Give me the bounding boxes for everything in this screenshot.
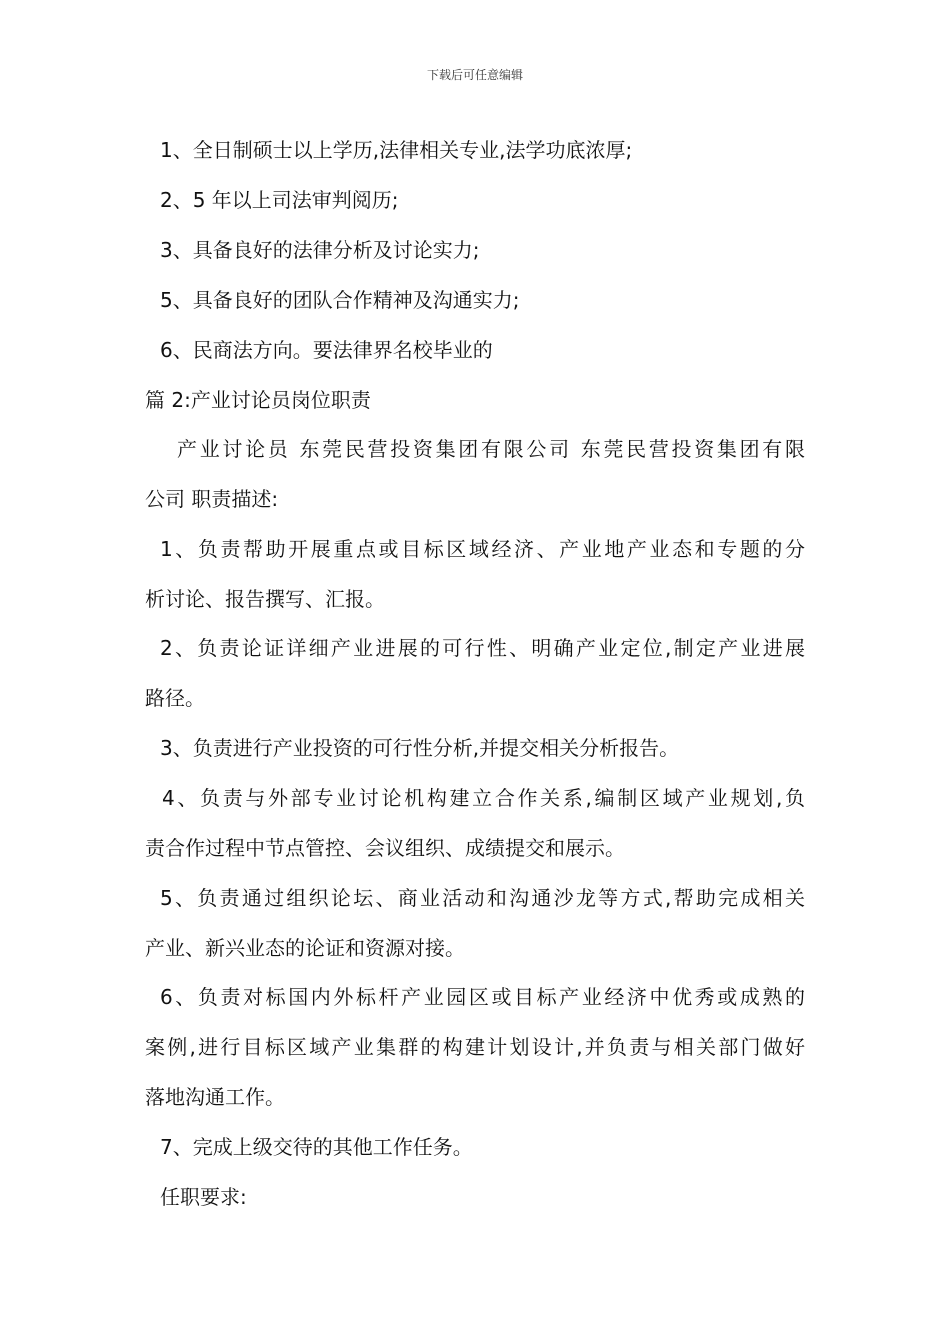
duty-item-6-line-2: 案例,进行目标区域产业集群的构建计划设计,并负责与相关部门做好 — [145, 1035, 805, 1059]
intro-paragraph-line-2: 公司 职责描述: — [145, 487, 279, 511]
intro-paragraph-line-1: 产业讨论员 东莞民营投资集团有限公司 东莞民营投资集团有限 — [177, 437, 805, 461]
section-title: 篇 2:产业讨论员岗位职责 — [145, 388, 371, 412]
duty-item-1-line-1: 1、负责帮助开展重点或目标区域经济、产业地产业态和专题的分 — [160, 537, 805, 561]
requirement-item-5: 5、具备良好的团队合作精神及沟通实力; — [160, 288, 520, 312]
duty-item-6-line-3: 落地沟通工作。 — [145, 1085, 285, 1109]
duty-item-7: 7、完成上级交待的其他工作任务。 — [160, 1135, 473, 1159]
duty-item-5-line-1: 5、负责通过组织论坛、商业活动和沟通沙龙等方式,帮助完成相关 — [160, 886, 805, 910]
requirement-item-2: 2、5 年以上司法审判阅历; — [160, 188, 399, 212]
duty-item-2-line-2: 路径。 — [145, 686, 205, 710]
page-header: 下载后可任意编辑 — [426, 68, 523, 82]
duty-item-4-line-1: 4、负责与外部专业讨论机构建立合作关系,编制区域产业规划,负 — [162, 786, 805, 810]
duty-item-3: 3、负责进行产业投资的可行性分析,并提交相关分析报告。 — [160, 736, 680, 760]
duty-item-5-line-2: 产业、新兴业态的论证和资源对接。 — [145, 936, 465, 960]
duty-item-2-line-1: 2、负责论证详细产业进展的可行性、明确产业定位,制定产业进展 — [160, 636, 805, 660]
requirement-item-6: 6、民商法方向。要法律界名校毕业的 — [160, 338, 493, 362]
duty-item-1-line-2: 析讨论、报告撰写、汇报。 — [145, 587, 385, 611]
duty-item-6-line-1: 6、负责对标国内外标杆产业园区或目标产业经济中优秀或成熟的 — [160, 985, 805, 1009]
requirement-item-3: 3、具备良好的法律分析及讨论实力; — [160, 238, 480, 262]
duty-item-4-line-2: 责合作过程中节点管控、会议组织、成绩提交和展示。 — [145, 836, 625, 860]
qualifications-heading: 任职要求: — [160, 1185, 247, 1209]
requirement-item-1: 1、全日制硕士以上学历,法律相关专业,法学功底浓厚; — [160, 138, 633, 162]
